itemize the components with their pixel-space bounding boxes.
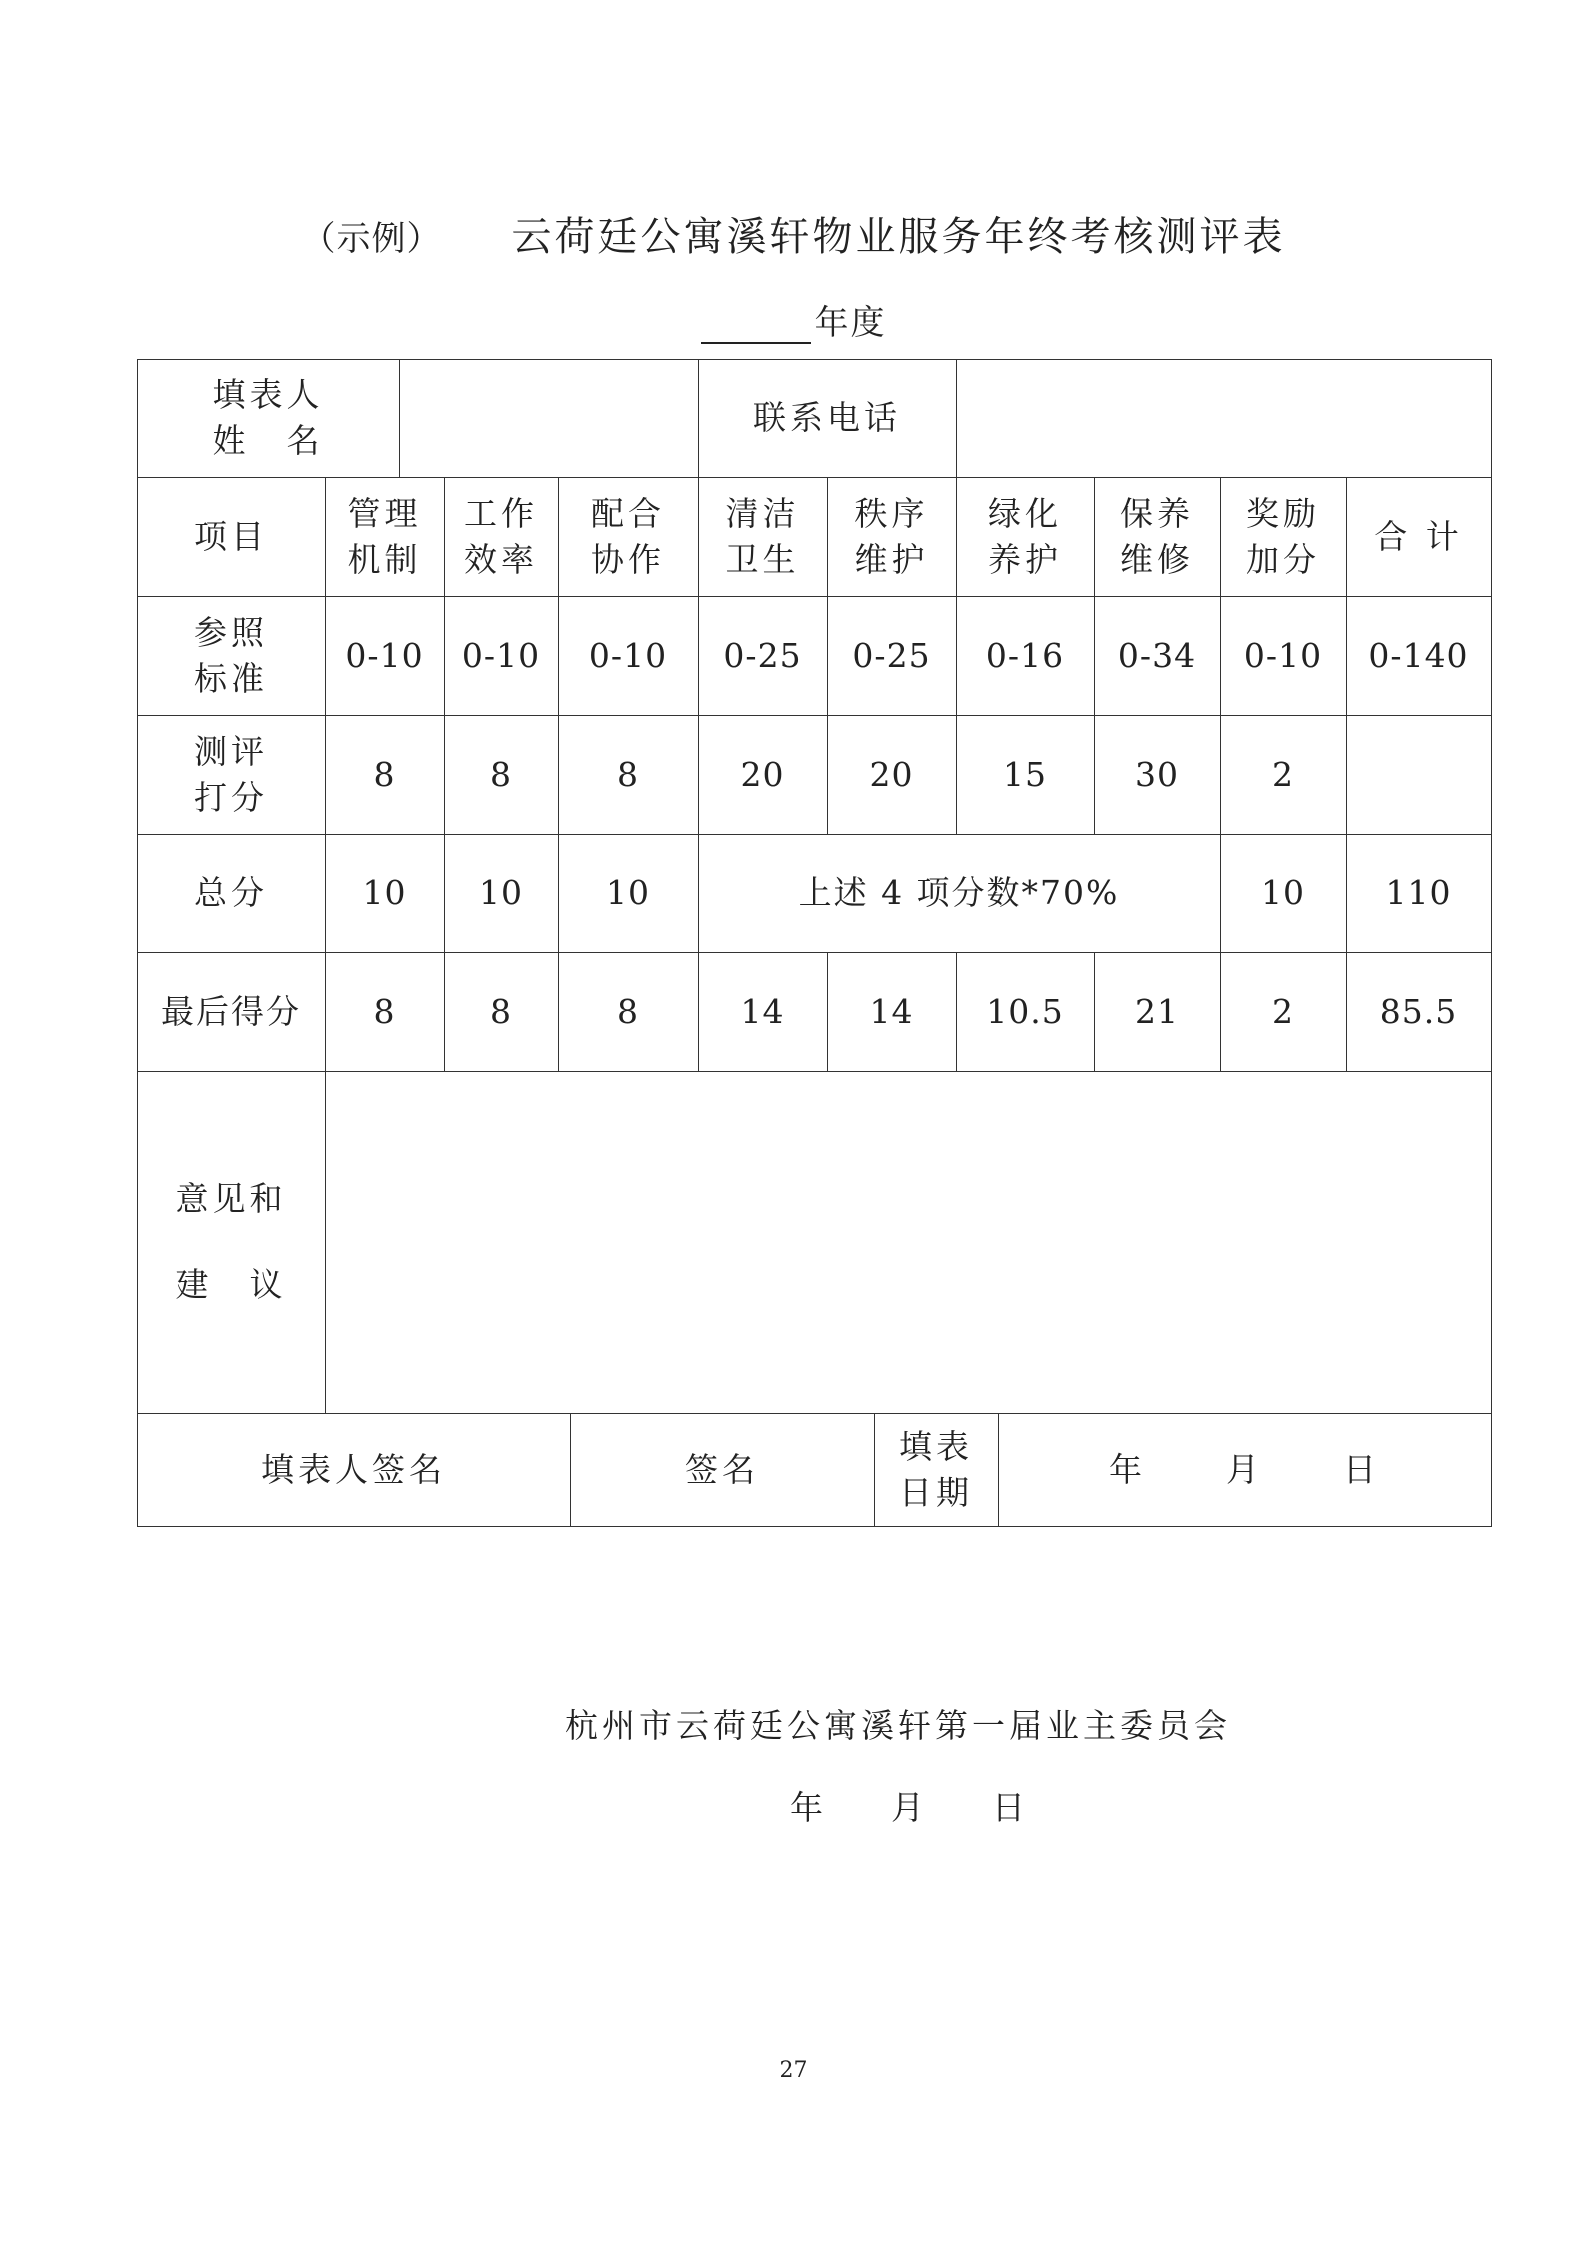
- opinion-label: 意见和 建 议: [175, 1179, 287, 1304]
- col-header-greening: 绿化 养护: [988, 493, 1062, 579]
- final-cell: 8: [617, 991, 639, 1031]
- year-line: [0, 295, 1587, 344]
- final-cell: 21: [1135, 991, 1179, 1031]
- row-label-score: 测评 打分: [194, 731, 268, 817]
- filler-sign-label: 填表人签名: [261, 1449, 446, 1489]
- col-header-maintenance: 保养 维修: [1120, 493, 1194, 579]
- standard-cell: 0-34: [1117, 635, 1197, 675]
- col-header-total: 合 计: [1374, 516, 1463, 556]
- page-title: [0, 205, 1587, 262]
- final-cell: 85.5: [1379, 991, 1458, 1031]
- col-header-cleaning: 清洁 卫生: [725, 493, 800, 579]
- col-header-item: 项目: [194, 516, 268, 556]
- score-cell[interactable]: 8: [373, 754, 396, 794]
- score-cell[interactable]: 8: [617, 754, 639, 794]
- filler-name-label: 填表人 姓 名: [212, 375, 324, 460]
- total-cell: 10: [479, 873, 523, 912]
- standard-cell: 0-140: [1368, 635, 1469, 675]
- year-blank[interactable]: [701, 308, 811, 344]
- final-cell: 14: [869, 991, 914, 1031]
- row-label-final: 最后得分: [161, 991, 301, 1031]
- total-bonus-cell: 10: [1261, 873, 1305, 912]
- total-cell: 10: [606, 873, 650, 912]
- col-header-bonus: 奖励 加分: [1246, 493, 1320, 579]
- score-cell[interactable]: 2: [1272, 754, 1294, 794]
- standard-cell: 0-10: [1243, 635, 1323, 675]
- standard-cell: 0-10: [345, 635, 424, 675]
- phone-field[interactable]: [956, 359, 1491, 477]
- title-prefix: （示例）: [301, 219, 442, 259]
- total-sum-cell: 110: [1385, 873, 1452, 912]
- year-suffix: 年度: [814, 303, 887, 343]
- standard-cell: 0-16: [985, 635, 1065, 675]
- fill-date-label: 填表 日期: [899, 1426, 973, 1512]
- filler-name-field[interactable]: [399, 359, 698, 477]
- total-cell: 10: [362, 873, 407, 912]
- col-header-order: 秩序 维护: [854, 493, 929, 579]
- row-label-total: 总分: [194, 873, 268, 912]
- standard-cell: 0-10: [588, 635, 668, 675]
- score-cell[interactable]: 8: [490, 754, 512, 794]
- sign-field[interactable]: 签名: [685, 1449, 759, 1489]
- col-header-cooperation: 配合 协作: [591, 493, 665, 579]
- standard-cell: 0-10: [461, 635, 541, 675]
- score-cell[interactable]: 15: [1003, 754, 1047, 794]
- score-cell[interactable]: 20: [740, 754, 785, 794]
- final-cell: 8: [373, 991, 396, 1031]
- standard-cell: 0-25: [852, 635, 931, 675]
- standard-cell: 0-25: [723, 635, 802, 675]
- opinion-field[interactable]: [325, 1071, 1491, 1413]
- phone-label: 联系电话: [753, 398, 901, 437]
- final-cell: 10.5: [986, 991, 1064, 1031]
- score-cell[interactable]: 20: [869, 754, 914, 794]
- page-number: 27: [779, 2058, 808, 2083]
- final-cell: 8: [490, 991, 512, 1031]
- final-cell: 14: [740, 991, 785, 1031]
- fill-date-field[interactable]: 年 月 日: [1109, 1449, 1380, 1489]
- row-label-standard: 参照 标准: [194, 612, 268, 698]
- score-cell-total[interactable]: [1346, 715, 1491, 834]
- committee-name: 杭州市云荷廷公寓溪轩第一届业主委员会: [565, 1706, 1231, 1745]
- footer-date: 年 月 日: [790, 1788, 1025, 1827]
- final-cell: 2: [1272, 991, 1294, 1031]
- score-cell[interactable]: 30: [1135, 754, 1179, 794]
- col-header-management: 管理 机制: [347, 493, 422, 579]
- total-merged-cell: 上述 4 项分数*70%: [798, 873, 1120, 912]
- title-main: 云荷廷公寓溪轩物业服务年终考核测评表: [511, 214, 1286, 260]
- col-header-efficiency: 工作 效率: [464, 493, 538, 579]
